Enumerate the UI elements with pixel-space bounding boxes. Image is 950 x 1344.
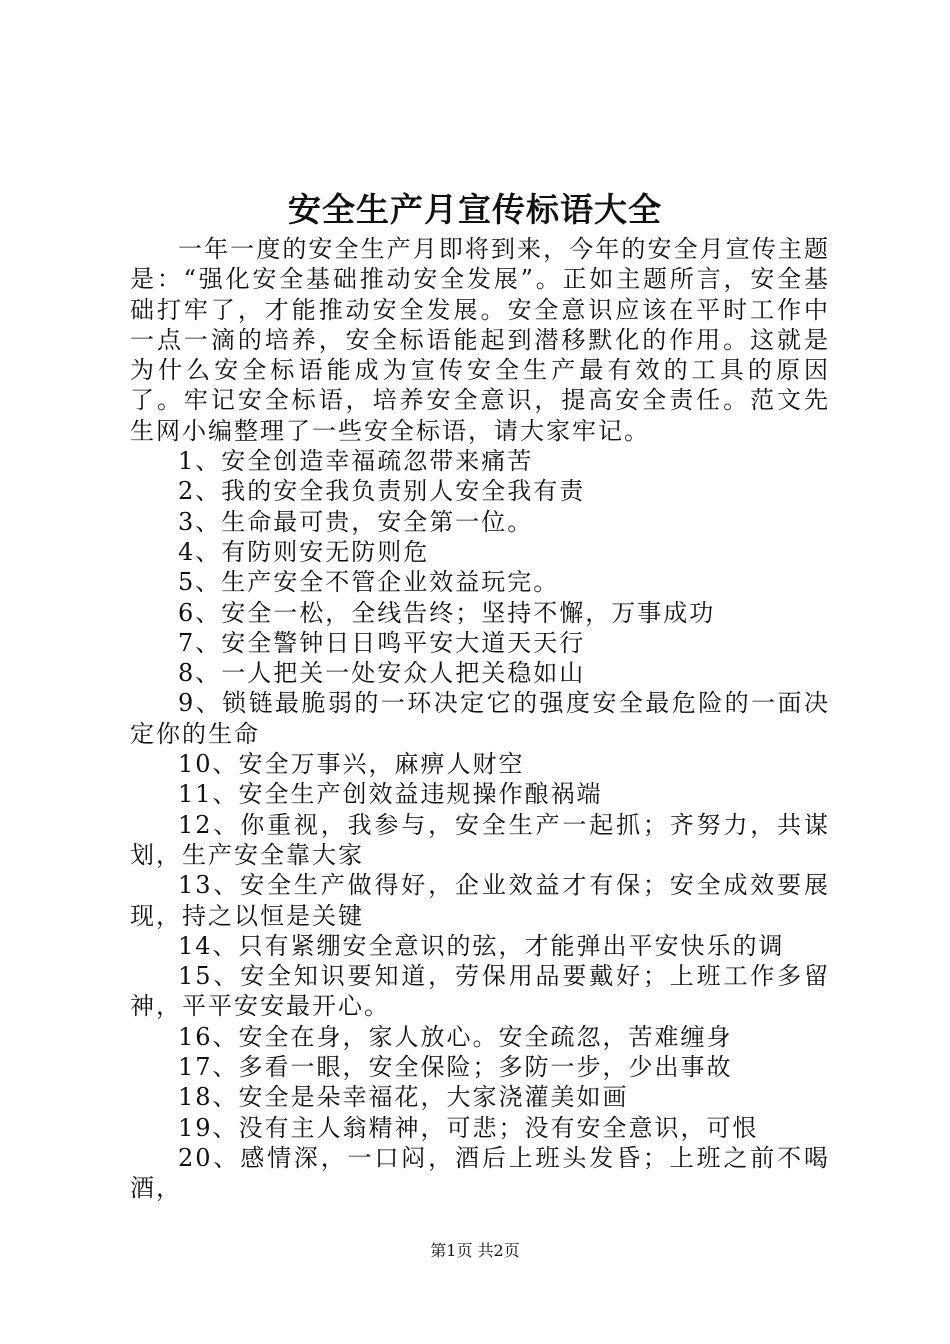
slogan-item: 13、安全生产做得好，企业效益才有保；安全成效要展现，持之以恒是关键 bbox=[130, 871, 830, 930]
slogan-item: 6、安全一松，全线告终；坚持不懈，万事成功 bbox=[178, 598, 716, 627]
slogan-item: 5、生产安全不管企业效益玩完。 bbox=[178, 568, 560, 597]
slogan-item: 19、没有主人翁精神，可悲；没有安全意识，可恨 bbox=[178, 1113, 759, 1142]
slogan-item: 2、我的安全我负责别人安全我有责 bbox=[178, 477, 586, 506]
intro-paragraph: 一年一度的安全生产月即将到来，今年的安全月宣传主题是：“强化安全基础推动安全发展”。正如主题所言，安全基础打牢了，才能推动安全发展。安全意识应该在平时工作中一点一滴的培养，安全标语能起到潜移默化的作用。这就是为什么安全标语能成为宣传安全生产最有效的工具的原因了。牢记安全标语，培养安全意识，提高安全责任。范文先生网小编整理了一些安全标语，请大家牢记。 bbox=[130, 235, 830, 445]
slogan-item: 14、只有紧绷安全意识的弦，才能弹出平安快乐的调 bbox=[178, 931, 785, 960]
slogan-item: 18、安全是朵幸福花，大家浇灌美如画 bbox=[178, 1083, 629, 1112]
slogan-item: 1、安全创造幸福疏忽带来痛苦 bbox=[178, 447, 534, 476]
slogan-item: 16、安全在身，家人放心。安全疏忽，苦难缠身 bbox=[178, 1022, 733, 1051]
slogan-item: 4、有防则安无防则危 bbox=[178, 537, 430, 566]
document-body bbox=[130, 234, 830, 1204]
slogan-item: 9、锁链最脆弱的一环决定它的强度安全最危险的一面决定你的生命 bbox=[130, 689, 830, 748]
slogan-item: 20、感情深，一口闷，酒后上班头发昏；上班之前不喝酒， bbox=[130, 1143, 830, 1203]
slogan-item: 3、生命最可贵，安全第一位。 bbox=[178, 507, 534, 536]
slogan-item: 10、安全万事兴，麻痹人财空 bbox=[178, 750, 525, 779]
slogan-item: 11、安全生产创效益违规操作酿祸端 bbox=[178, 780, 603, 809]
page-footer: 第1页 共2页 bbox=[430, 1241, 520, 1260]
slogan-item: 7、安全警钟日日鸣平安大道天天行 bbox=[178, 628, 586, 657]
slogan-item: 12、你重视，我参与，安全生产一起抓；齐努力，共谋划，生产安全靠大家 bbox=[130, 810, 830, 869]
slogan-item: 15、安全知识要知道，劳保用品要戴好；上班工作多留神，平平安安最开心。 bbox=[130, 962, 830, 1021]
document-title: 安全生产月宣传标语大全 bbox=[288, 190, 662, 229]
slogan-item: 17、多看一眼，安全保险；多防一步，少出事故 bbox=[178, 1053, 733, 1082]
slogan-item: 8、一人把关一处安众人把关稳如山 bbox=[178, 659, 586, 688]
